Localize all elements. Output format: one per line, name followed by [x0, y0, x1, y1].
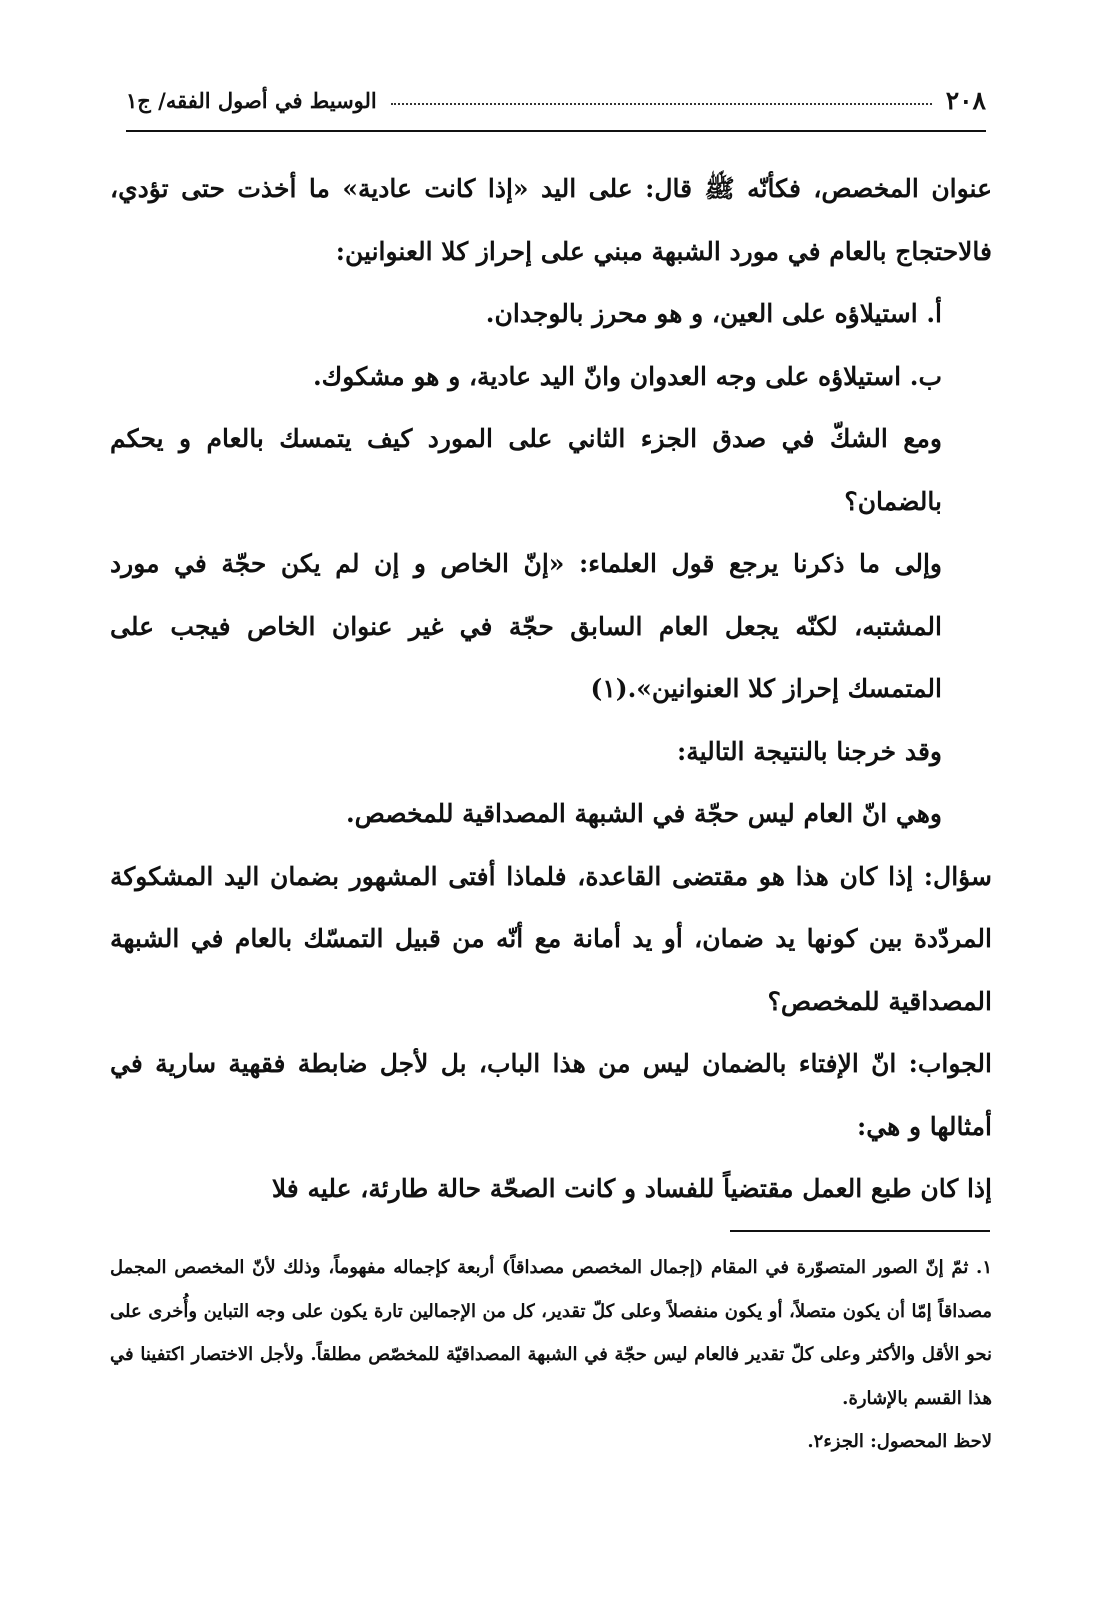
paragraph: إذا كان طبع العمل مقتضياً للفساد و كانت الصحّة حالة طارئة، عليه فلا [271, 1174, 992, 1203]
main-text [110, 158, 992, 1221]
paragraph: وهي انّ العام ليس حجّة في الشبهة المصداقية للمخصص. [345, 799, 942, 828]
paragraph: عنوان المخصص، فكأنّه ﷺ قال: على اليد «إذا كانت عادية» ما أخذت حتى تؤدي، فالاحتجاج بالعام في مورد الشبهة مبني على إحراز كلا العنوانين: [110, 174, 992, 266]
book-title: الوسيط في أصول الفقه/ ج١ [126, 87, 377, 113]
paragraph: سؤال: إذا كان هذا هو مقتضى القاعدة، فلماذا أفتى المشهور بضمان اليد المشكوكة المردّدة بين كونها يد ضمان، أو يد أمانة مع أنّه من قبيل التمسّك بالعام في الشبهة المصداقية للمخصص؟ [110, 861, 992, 1016]
header-dotted-leader [391, 103, 932, 105]
paragraph: ومع الشكّ في صدق الجزء الثاني على المورد كيف يتمسك بالعام و يحكم بالضمان؟ [110, 424, 942, 516]
paragraph: الجواب: انّ الإفتاء بالضمان ليس من هذا الباب، بل لأجل ضابطة فقهية سارية في أمثالها و هي: [110, 1049, 992, 1141]
paragraph: وإلى ما ذكرنا يرجع قول العلماء: «إنّ الخاص و إن لم يكن حجّة في مورد المشتبه، لكنّه يجعل العام السابق حجّة في غير عنوان الخاص فيجب على المتمسك إحراز كلا العنوانين».(١) [110, 549, 942, 703]
footnote [110, 1246, 992, 1464]
page-number: ٢٠٨ [945, 85, 986, 115]
page-header [126, 78, 986, 122]
paragraph: أ. استيلاؤه على العين، و هو محرز بالوجدان. [485, 299, 942, 328]
header-rule [126, 130, 986, 132]
footnote-separator [730, 1230, 990, 1232]
footnote-text: ١. ثمّ إنّ الصور المتصوّرة في المقام (إجمال المخصص مصداقاً) أربعة كإجماله مفهوماً، وذلك لأنّ المخصص المجمل مصداقاً إمّا أن يكون متصلاً، أو يكون منفصلاً وعلى كلّ تقدير، كل من الإجمالين تارة يكون على وجه التباين وأُخرى على نحو الأقل والأكثر وعلى كلّ تقدير فالعام ليس حجّة في الشبهة المصداقيّة للمخصّص مطلقاً. ولأجل الاختصار اكتفينا في هذا القسم بالإشارة. [110, 1257, 992, 1409]
footnote-reference: لاحظ المحصول: الجزء٢. [807, 1431, 992, 1452]
paragraph: وقد خرجنا بالنتيجة التالية: [676, 736, 942, 766]
paragraph: ب. استيلاؤه على وجه العدوان وانّ اليد عادية، و هو مشكوك. [312, 361, 942, 391]
